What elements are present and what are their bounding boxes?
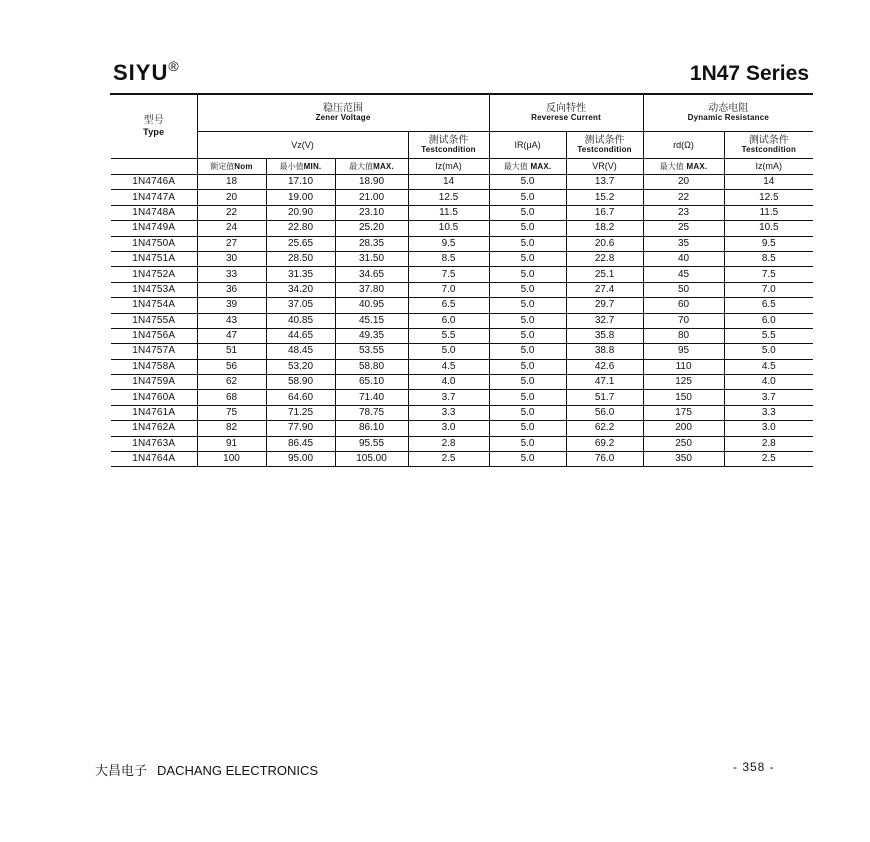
cell-rd: 250: [643, 436, 724, 451]
cell-iz: 11.5: [408, 205, 489, 220]
type-header-en: Type: [143, 127, 165, 137]
table-row: [111, 375, 813, 390]
cell-iz2: 3.7: [724, 390, 813, 405]
cell-vr: 15.2: [566, 190, 643, 205]
cell-min: 31.35: [266, 267, 335, 282]
cell-nom: 36: [197, 282, 266, 297]
table-row: [111, 205, 813, 220]
cell-max: 31.50: [335, 251, 408, 266]
cell-vr: 62.2: [566, 421, 643, 436]
cell-min: 19.00: [266, 190, 335, 205]
test3-zh: 测试条件: [748, 135, 789, 146]
cell-type: 1N4753A: [111, 282, 197, 297]
cell-vr: 51.7: [566, 390, 643, 405]
rd-max-unit: [643, 159, 724, 175]
nom-unit: [197, 159, 266, 175]
reverse-group-zh: 反向特性: [546, 103, 587, 114]
cell-iz2: 6.5: [724, 298, 813, 313]
table-row: [111, 282, 813, 297]
cell-type: 1N4755A: [111, 313, 197, 328]
cell-iz2: 4.0: [724, 375, 813, 390]
rd-header: rd(Ω): [643, 132, 724, 159]
cell-iz: 6.0: [408, 313, 489, 328]
cell-max: 65.10: [335, 375, 408, 390]
footer-company-en: DACHANG ELECTRONICS: [157, 763, 319, 778]
cell-vr: 76.0: [566, 452, 643, 467]
cell-vr: 35.8: [566, 328, 643, 343]
cell-ir: 5.0: [489, 344, 566, 359]
cell-min: 37.05: [266, 298, 335, 313]
cell-iz: 4.5: [408, 359, 489, 374]
cell-iz2: 12.5: [724, 190, 813, 205]
cell-iz2: 2.8: [724, 436, 813, 451]
cell-rd: 25: [643, 221, 724, 236]
footer-company: [95, 760, 318, 779]
cell-vr: 38.8: [566, 344, 643, 359]
cell-max: 71.40: [335, 390, 408, 405]
cell-max: 58.80: [335, 359, 408, 374]
cell-min: 44.65: [266, 328, 335, 343]
cell-vr: 56.0: [566, 405, 643, 420]
cell-iz2: 7.5: [724, 267, 813, 282]
cell-ir: 5.0: [489, 328, 566, 343]
cell-type: 1N4760A: [111, 390, 197, 405]
cell-ir: 5.0: [489, 282, 566, 297]
cell-rd: 175: [643, 405, 724, 420]
cell-type: 1N4754A: [111, 298, 197, 313]
cell-nom: 62: [197, 375, 266, 390]
cell-ir: 5.0: [489, 405, 566, 420]
table-body: [111, 175, 813, 467]
cell-iz: 7.0: [408, 282, 489, 297]
cell-min: 53.20: [266, 359, 335, 374]
cell-vr: 32.7: [566, 313, 643, 328]
cell-rd: 40: [643, 251, 724, 266]
cell-type: 1N4750A: [111, 236, 197, 251]
cell-iz2: 10.5: [724, 221, 813, 236]
cell-min: 20.90: [266, 205, 335, 220]
cell-max: 18.90: [335, 175, 408, 190]
min-unit-zh: 最小值: [279, 161, 304, 171]
table-row: [111, 452, 813, 467]
max-unit: [335, 159, 408, 175]
cell-rd: 350: [643, 452, 724, 467]
table-row: [111, 298, 813, 313]
dynamic-group-en: Dynamic Resistance: [687, 113, 770, 122]
cell-rd: 200: [643, 421, 724, 436]
cell-type: 1N4746A: [111, 175, 197, 190]
cell-nom: 24: [197, 221, 266, 236]
cell-max: 37.80: [335, 282, 408, 297]
cell-rd: 23: [643, 205, 724, 220]
cell-iz: 9.5: [408, 236, 489, 251]
table-row: [111, 344, 813, 359]
type-header-zh: 型号: [143, 115, 164, 126]
test1-zh: 测试条件: [428, 135, 469, 146]
cell-rd: 110: [643, 359, 724, 374]
table-row: [111, 267, 813, 282]
cell-iz: 3.0: [408, 421, 489, 436]
cell-iz2: 14: [724, 175, 813, 190]
cell-min: 58.90: [266, 375, 335, 390]
cell-ir: 5.0: [489, 359, 566, 374]
cell-rd: 35: [643, 236, 724, 251]
test3-en: Testcondition: [741, 145, 797, 154]
cell-vr: 69.2: [566, 436, 643, 451]
vr-unit: VR(V): [566, 159, 643, 175]
cell-rd: 45: [643, 267, 724, 282]
cell-iz: 2.5: [408, 452, 489, 467]
table-row: [111, 221, 813, 236]
cell-iz2: 3.0: [724, 421, 813, 436]
series-title: 1N47 Series: [689, 62, 809, 85]
cell-min: 22.80: [266, 221, 335, 236]
cell-type: 1N4749A: [111, 221, 197, 236]
ir-max-unit-en: MAX.: [530, 161, 552, 171]
cell-ir: 5.0: [489, 267, 566, 282]
test2-zh: 测试条件: [584, 135, 625, 146]
cell-vr: 47.1: [566, 375, 643, 390]
cell-nom: 22: [197, 205, 266, 220]
ir-max-unit: [489, 159, 566, 175]
cell-max: 53.55: [335, 344, 408, 359]
cell-max: 23.10: [335, 205, 408, 220]
cell-nom: 43: [197, 313, 266, 328]
cell-iz: 12.5: [408, 190, 489, 205]
table-row: [111, 436, 813, 451]
cell-rd: 70: [643, 313, 724, 328]
footer-company-zh: 大昌电子: [95, 764, 148, 779]
cell-type: 1N4764A: [111, 452, 197, 467]
cell-max: 25.20: [335, 221, 408, 236]
zener-group-en: Zener Voltage: [315, 113, 371, 122]
table-row: [111, 421, 813, 436]
reverse-current-group: [489, 95, 643, 132]
table-row: [111, 190, 813, 205]
cell-iz: 3.7: [408, 390, 489, 405]
min-unit-en: MIN.: [303, 161, 322, 171]
cell-nom: 100: [197, 452, 266, 467]
cell-max: 105.00: [335, 452, 408, 467]
cell-vr: 20.6: [566, 236, 643, 251]
cell-iz: 8.5: [408, 251, 489, 266]
cell-iz: 14: [408, 175, 489, 190]
cell-type: 1N4757A: [111, 344, 197, 359]
reverse-group-en: Reverese Current: [531, 113, 601, 122]
cell-ir: 5.0: [489, 298, 566, 313]
test2-en: Testcondition: [577, 145, 632, 154]
cell-max: 95.55: [335, 436, 408, 451]
test-condition-2-header: [566, 132, 643, 159]
cell-vr: 25.1: [566, 267, 643, 282]
table-row: [111, 313, 813, 328]
cell-vr: 42.6: [566, 359, 643, 374]
cell-type: 1N4763A: [111, 436, 197, 451]
cell-iz: 4.0: [408, 375, 489, 390]
cell-min: 17.10: [266, 175, 335, 190]
table-header: [111, 95, 813, 175]
iz2-unit: Iz(mA): [724, 159, 813, 175]
brand-logo: [113, 58, 180, 86]
cell-nom: 82: [197, 421, 266, 436]
cell-iz2: 4.5: [724, 359, 813, 374]
cell-iz: 3.3: [408, 405, 489, 420]
cell-iz2: 3.3: [724, 405, 813, 420]
cell-type: 1N4752A: [111, 267, 197, 282]
cell-ir: 5.0: [489, 251, 566, 266]
cell-max: 86.10: [335, 421, 408, 436]
cell-nom: 39: [197, 298, 266, 313]
cell-type: 1N4748A: [111, 205, 197, 220]
cell-ir: 5.0: [489, 190, 566, 205]
cell-iz: 5.0: [408, 344, 489, 359]
zener-voltage-group: [197, 95, 489, 132]
cell-iz2: 8.5: [724, 251, 813, 266]
rd-max-unit-en: MAX.: [686, 161, 708, 171]
min-unit: [266, 159, 335, 175]
cell-max: 40.95: [335, 298, 408, 313]
cell-max: 49.35: [335, 328, 408, 343]
cell-iz2: 5.0: [724, 344, 813, 359]
cell-rd: 95: [643, 344, 724, 359]
max-unit-en: MAX.: [373, 161, 394, 171]
table-row: [111, 251, 813, 266]
table-row: [111, 359, 813, 374]
rd-max-unit-zh: 最大值: [659, 161, 684, 171]
cell-rd: 150: [643, 390, 724, 405]
cell-iz2: 5.5: [724, 328, 813, 343]
max-unit-zh: 最大值: [349, 161, 374, 171]
type-unit-cell: [111, 159, 197, 175]
cell-max: 28.35: [335, 236, 408, 251]
cell-nom: 47: [197, 328, 266, 343]
cell-nom: 75: [197, 405, 266, 420]
cell-max: 21.00: [335, 190, 408, 205]
cell-nom: 68: [197, 390, 266, 405]
nom-unit-zh: 额定值: [210, 161, 235, 171]
cell-vr: 13.7: [566, 175, 643, 190]
cell-max: 45.15: [335, 313, 408, 328]
cell-min: 64.60: [266, 390, 335, 405]
cell-min: 34.20: [266, 282, 335, 297]
cell-iz2: 6.0: [724, 313, 813, 328]
vz-header: Vz(V): [197, 132, 408, 159]
nom-unit-en: Nom: [234, 161, 253, 171]
ir-header: IR(μA): [489, 132, 566, 159]
cell-max: 34.65: [335, 267, 408, 282]
cell-ir: 5.0: [489, 452, 566, 467]
cell-iz2: 2.5: [724, 452, 813, 467]
test1-en: Testcondition: [421, 145, 476, 154]
ir-max-unit-zh: 最大值: [503, 161, 528, 171]
cell-min: 77.90: [266, 421, 335, 436]
cell-iz: 6.5: [408, 298, 489, 313]
cell-nom: 51: [197, 344, 266, 359]
table-row: [111, 328, 813, 343]
cell-vr: 18.2: [566, 221, 643, 236]
cell-vr: 29.7: [566, 298, 643, 313]
cell-type: 1N4761A: [111, 405, 197, 420]
spec-table: [111, 95, 813, 467]
table-row: [111, 175, 813, 190]
cell-ir: 5.0: [489, 313, 566, 328]
cell-vr: 27.4: [566, 282, 643, 297]
cell-vr: 22.8: [566, 251, 643, 266]
cell-iz: 7.5: [408, 267, 489, 282]
cell-ir: 5.0: [489, 175, 566, 190]
brand-name: SIYU: [113, 60, 169, 85]
cell-min: 40.85: [266, 313, 335, 328]
cell-ir: 5.0: [489, 421, 566, 436]
cell-nom: 18: [197, 175, 266, 190]
iz1-unit: Iz(mA): [408, 159, 489, 175]
dynamic-resistance-group: [643, 95, 813, 132]
cell-type: 1N4751A: [111, 251, 197, 266]
cell-ir: 5.0: [489, 221, 566, 236]
cell-type: 1N4756A: [111, 328, 197, 343]
registered-mark: ®: [168, 58, 180, 74]
cell-vr: 16.7: [566, 205, 643, 220]
cell-rd: 20: [643, 175, 724, 190]
page-number: - 358 -: [733, 760, 775, 774]
cell-min: 48.45: [266, 344, 335, 359]
dynamic-group-zh: 动态电阻: [708, 103, 749, 114]
cell-ir: 5.0: [489, 390, 566, 405]
cell-min: 71.25: [266, 405, 335, 420]
cell-rd: 80: [643, 328, 724, 343]
cell-min: 28.50: [266, 251, 335, 266]
table-row: [111, 405, 813, 420]
cell-type: 1N4762A: [111, 421, 197, 436]
table-row: [111, 390, 813, 405]
cell-min: 86.45: [266, 436, 335, 451]
cell-ir: 5.0: [489, 436, 566, 451]
cell-nom: 20: [197, 190, 266, 205]
cell-iz2: 7.0: [724, 282, 813, 297]
cell-type: 1N4759A: [111, 375, 197, 390]
zener-group-zh: 稳压范围: [323, 103, 364, 114]
test-condition-3-header: [724, 132, 813, 159]
cell-nom: 91: [197, 436, 266, 451]
cell-max: 78.75: [335, 405, 408, 420]
cell-nom: 33: [197, 267, 266, 282]
cell-rd: 22: [643, 190, 724, 205]
cell-min: 95.00: [266, 452, 335, 467]
cell-rd: 50: [643, 282, 724, 297]
cell-iz: 10.5: [408, 221, 489, 236]
cell-iz2: 11.5: [724, 205, 813, 220]
cell-ir: 5.0: [489, 205, 566, 220]
cell-rd: 125: [643, 375, 724, 390]
cell-ir: 5.0: [489, 375, 566, 390]
cell-min: 25.65: [266, 236, 335, 251]
cell-iz: 5.5: [408, 328, 489, 343]
cell-iz: 2.8: [408, 436, 489, 451]
cell-type: 1N4747A: [111, 190, 197, 205]
cell-ir: 5.0: [489, 236, 566, 251]
cell-nom: 30: [197, 251, 266, 266]
cell-nom: 27: [197, 236, 266, 251]
cell-iz2: 9.5: [724, 236, 813, 251]
cell-nom: 56: [197, 359, 266, 374]
cell-rd: 60: [643, 298, 724, 313]
cell-type: 1N4758A: [111, 359, 197, 374]
table-row: [111, 236, 813, 251]
type-header: [111, 95, 197, 159]
test-condition-1-header: [408, 132, 489, 159]
